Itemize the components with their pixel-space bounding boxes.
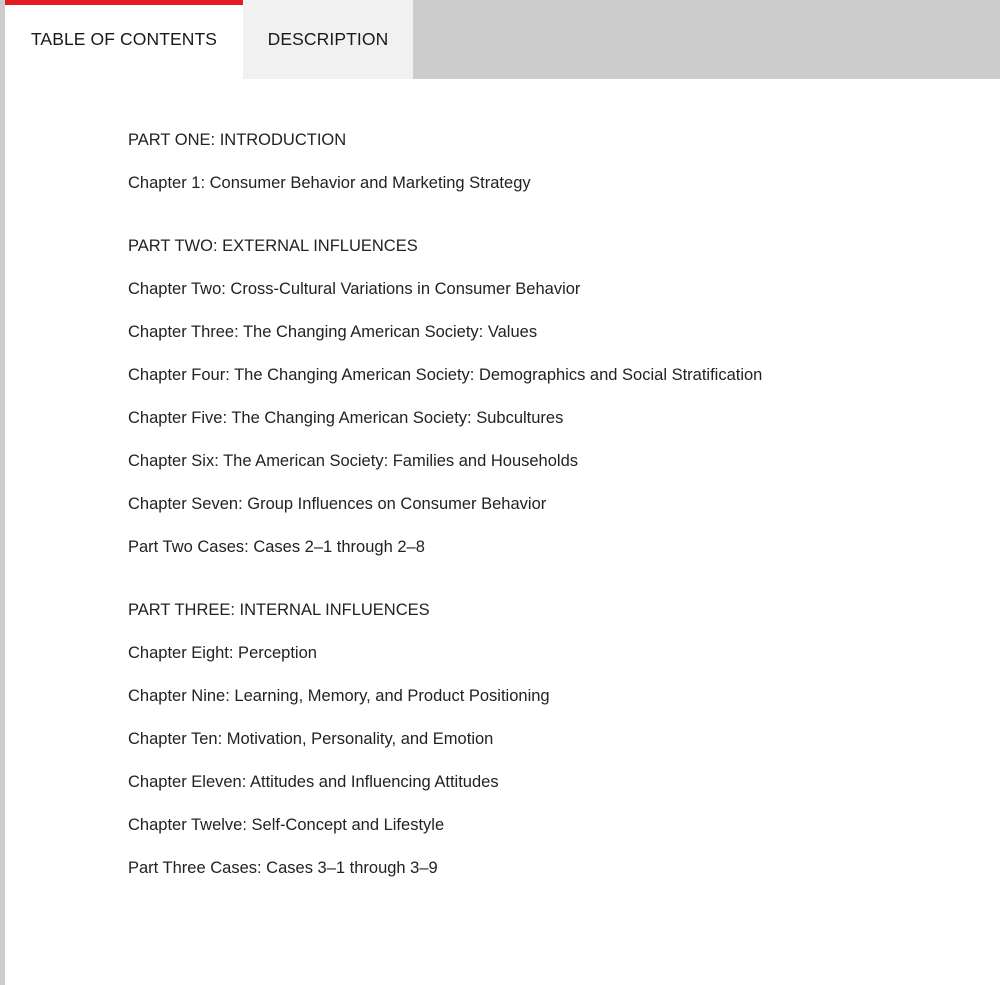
part-title: PART THREE: INTERNAL INFLUENCES — [128, 601, 430, 619]
tab-description[interactable] — [243, 0, 413, 79]
chapter-item: Chapter Six: The American Society: Families and Households — [128, 452, 578, 470]
cases-item: Part Two Cases: Cases 2–1 through 2–8 — [128, 538, 425, 556]
chapter-item: Chapter Ten: Motivation, Personality, and Emotion — [128, 730, 494, 748]
chapter-item: Chapter Seven: Group Influences on Consumer Behavior — [128, 495, 547, 513]
chapter-item: Chapter Eleven: Attitudes and Influencing Attitudes — [128, 773, 499, 791]
left-border — [0, 0, 5, 985]
part-title: PART ONE: INTRODUCTION — [128, 131, 347, 149]
chapter-item: Chapter 1: Consumer Behavior and Marketing Strategy — [128, 174, 531, 192]
part-one-section — [128, 130, 1000, 193]
chapter-item: Chapter Three: The Changing American Society: Values — [128, 323, 538, 341]
chapter-item: Chapter Five: The Changing American Society: Subcultures — [128, 409, 564, 427]
part-three-section — [128, 600, 1000, 878]
cases-item: Part Three Cases: Cases 3–1 through 3–9 — [128, 859, 438, 877]
chapter-item: Chapter Eight: Perception — [128, 644, 317, 662]
chapter-item: Chapter Two: Cross-Cultural Variations in Consumer Behavior — [128, 280, 581, 298]
chapter-item: Chapter Twelve: Self-Concept and Lifestyle — [128, 816, 445, 834]
chapter-item: Chapter Nine: Learning, Memory, and Product Positioning — [128, 687, 550, 705]
tab-label: DESCRIPTION — [267, 29, 389, 49]
part-two-section — [128, 236, 1000, 557]
part-title: PART TWO: EXTERNAL INFLUENCES — [128, 237, 418, 255]
table-of-contents-panel — [128, 130, 1000, 921]
chapter-item: Chapter Four: The Changing American Society: Demographics and Social Stratification — [128, 366, 763, 384]
tab-bar — [5, 0, 1000, 79]
tab-label: TABLE OF CONTENTS — [30, 29, 218, 49]
tab-table-of-contents[interactable] — [5, 0, 243, 79]
